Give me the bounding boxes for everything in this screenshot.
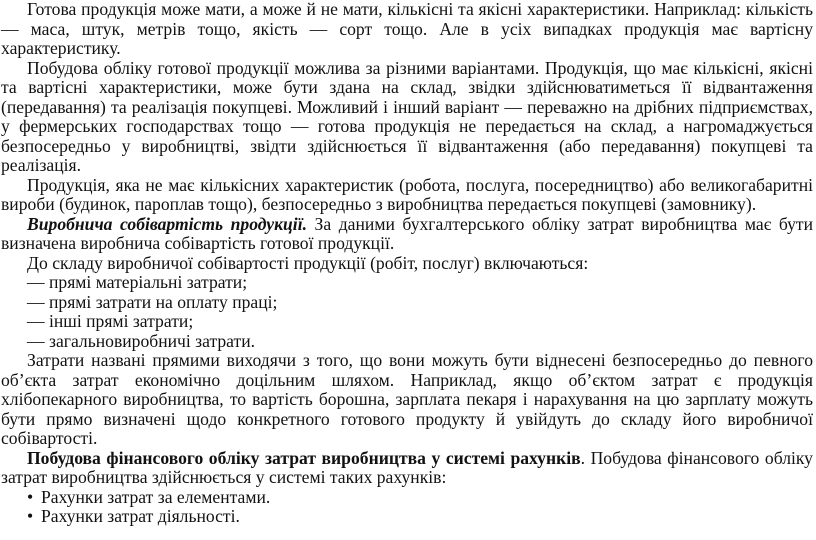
list-item-element-cost-accounts [1, 488, 813, 508]
paragraph-production-cost [1, 215, 813, 254]
accounts-system-heading: Побудова фінансового обліку затрат виробництва у системі рахунків [27, 447, 581, 468]
paragraph-cost-composition-intro: До складу виробничої собівартості продукції (робіт, послуг) включаються: [27, 252, 589, 273]
paragraph-direct-costs-explanation: Затрати названі прямими виходячи з того, що вони можуть бути віднесені безпосередньо до певного об’єкта затрат економічно доцільним шляхом. Наприклад, якщо об’єктом затрат є продукція хлібопекарного виробництва, то вартість борошна, зарплата пекаря і нарахування на цю зарплату можуть бути прямо визначені щодо конкретного готового продукту й увійдуть до складу його виробничої собівартості. [1, 350, 813, 448]
list-item-label: Рахунки затрат діяльності. [41, 506, 240, 526]
list-item-overhead-costs: — загальновиробничі затрати. [27, 330, 256, 351]
list-item-direct-labor-costs: — прямі затрати на оплату праці; [27, 291, 278, 312]
paragraph-finished-products-characteristics: Готова продукція може мати, а може й не мати, кількісні та якісні характеристики. Наприклад: кількість — маса, штук, метрів тощо, якість — сорт тощо. Але в усіх випадках продукція має вартісну характеристику. [1, 0, 813, 58]
bullet-icon: • [27, 486, 34, 507]
production-cost-text: За даними бухгалтерського обліку затрат виробництва має бути визначена виробнича собівартість готової продукції. [1, 213, 813, 253]
list-item-other-direct-costs: — інші прямі затрати; [27, 311, 194, 331]
list-item-label: Рахунки затрат за елементами. [41, 486, 271, 507]
paragraph-accounts-system [1, 449, 813, 488]
bullet-icon: • [27, 506, 34, 526]
production-cost-heading: Виробнича собівартість продукції. [27, 213, 307, 234]
paragraph-non-quantitative-products: Продукція, яка не має кількісних характеристик (робота, послуга, посередництво) або великогабаритні вироби (будинок, пароплав тощо), безпосередньо з виробництва передається покупцеві (замовнику). [1, 174, 813, 214]
accounts-system-text: . Побудова фінансового обліку затрат виробництва здійснюється у системі таких рахунків: [1, 447, 813, 487]
list-item-activity-cost-accounts [1, 507, 813, 527]
paragraph-accounting-variants: Побудова обліку готової продукції можлива за різними варіантами. Продукція, що має кількісні, якісні та вартісні характеристики, може бути здана на склад, звідки здійснюватиметься її відвантаження (передавання) та реалізація покупцеві. Можливий і інший варіант — переважно на дрібних підприємствах, у фермерських господарствах тощо — готова продукція не передається на склад, а нагромаджується безпосередньо у виробництві, звідти здійснюється її відвантаження (або передавання) покупцеві та реалізація. [1, 57, 813, 175]
list-item-direct-material-costs: — прямі матеріальні затрати; [27, 272, 248, 292]
